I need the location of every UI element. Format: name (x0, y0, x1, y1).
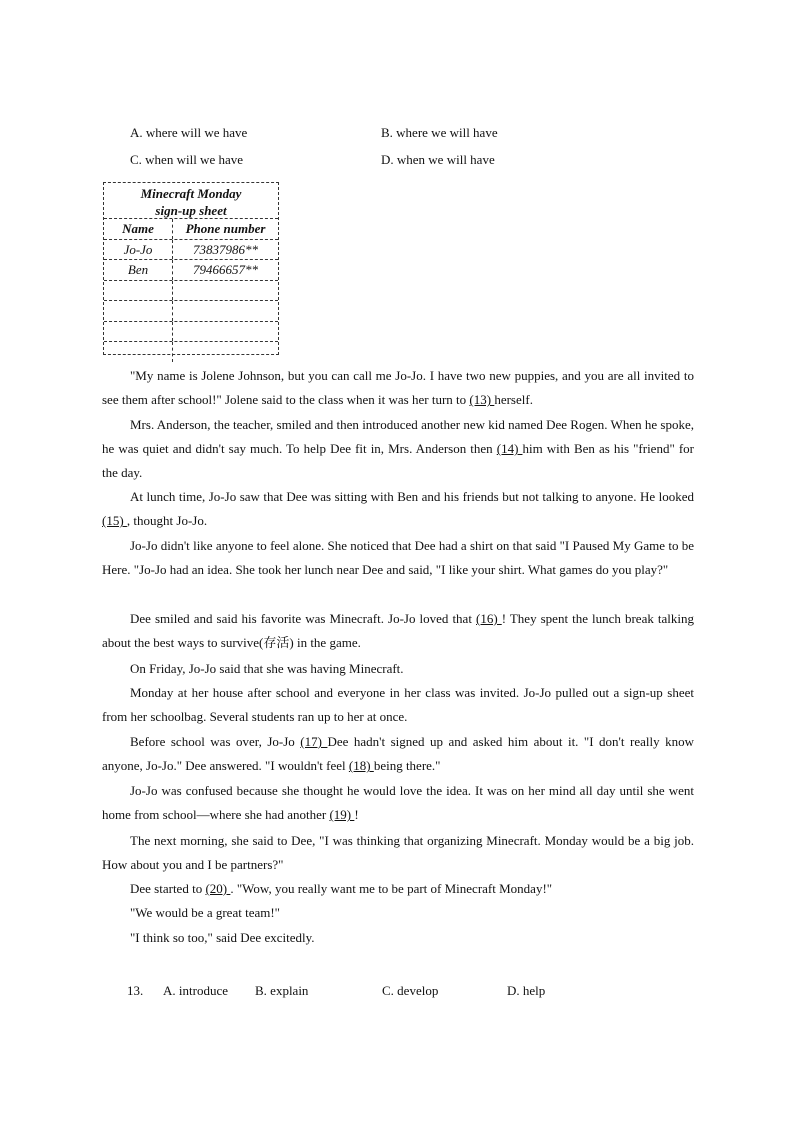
blank-14: (14) (496, 441, 523, 457)
q13-number: 13. (127, 983, 144, 998)
sheet-cell-phone: 73837986** (193, 241, 258, 257)
paragraph-5: Dee smiled and said his favorite was Minecraft. Jo-Jo loved that (16) ! They spent the lunch break talking about the best ways to survive(存活) in the game. (102, 611, 695, 651)
sheet-row-empty (104, 281, 278, 302)
sheet-row-empty (104, 322, 278, 343)
q13-option-a: A. introduce (163, 983, 228, 998)
paragraph-11: Dee started to (20) . "Wow, you really want me to be part of Minecraft Monday!" (130, 881, 553, 896)
blank-18: (18) (348, 758, 374, 774)
paragraph-10: The next morning, she said to Dee, "I was thinking that organizing Minecraft. Monday would be a big job. How about you and I be partners?" (102, 833, 694, 873)
q13-option-b: B. explain (255, 983, 309, 998)
sheet-cell-name: Jo-Jo (104, 240, 173, 260)
option-b: B. where we will have (381, 125, 498, 140)
blank-16: (16) (476, 611, 502, 626)
blank-15: (15) (102, 513, 127, 529)
sheet-col-phone: Phone number (185, 221, 266, 236)
sheet-row (104, 260, 278, 281)
sheet-title (104, 183, 278, 219)
sheet-col-name: Name (104, 219, 173, 239)
sheet-cell-phone: 79466657** (193, 262, 258, 277)
paragraph-13: "I think so too," said Dee excitedly. (130, 930, 315, 945)
sheet-row (104, 240, 278, 261)
option-d: D. when we will have (381, 152, 495, 167)
sheet-row-empty (104, 301, 278, 322)
signup-sheet (103, 182, 279, 355)
paragraph-1: "My name is Jolene Johnson, but you can call me Jo-Jo. I have two new puppies, and you are all invited to see them after school!" Jolene said to the class when it was her turn to (13) herself. (102, 368, 694, 408)
paragraph-6: On Friday, Jo-Jo said that she was having Minecraft. (130, 661, 404, 676)
blank-13: (13) (469, 392, 495, 408)
sheet-row-empty (104, 342, 278, 362)
paragraph-8: Before school was over, Jo-Jo (17) Dee hadn't signed up and asked him about it. "I don't really know anyone, Jo-Jo." Dee answered. "I wouldn't feel (18) being there." (102, 734, 694, 774)
paragraph-9: Jo-Jo was confused because she thought he would love the idea. It was on her mind all day until she went home from school—where she had another (19) ! (102, 783, 694, 823)
q13-option-c: C. develop (382, 983, 439, 998)
blank-17: (17) (300, 734, 328, 749)
q13-option-d: D. help (507, 983, 546, 998)
paragraph-7: Monday at her house after school and everyone in her class was invited. Jo-Jo pulled out a sign-up sheet from her schoolbag. Several students ran up to her at once. (102, 685, 694, 725)
sheet-title-line1: Minecraft Monday (140, 186, 242, 201)
option-c: C. when will we have (130, 152, 244, 167)
paragraph-4: Jo-Jo didn't like anyone to feel alone. She noticed that Dee had a shirt on that said "I Paused My Game to be Here. "Jo-Jo had an idea. She took her lunch near Dee and said, "I like your shirt. What games do you play?" (102, 538, 694, 578)
option-a: A. where will we have (130, 125, 248, 140)
paragraph-3: At lunch time, Jo-Jo saw that Dee was sitting with Ben and his friends but not talking to anyone. He looked (15) , thought Jo-Jo. (102, 489, 694, 529)
sheet-cell-name: Ben (104, 260, 173, 280)
blank-19: (19) (329, 807, 355, 823)
sheet-title-line2: sign-up sheet (155, 203, 227, 218)
sheet-header-row (104, 219, 278, 240)
paragraph-12: "We would be a great team!" (130, 905, 280, 920)
paragraph-2: Mrs. Anderson, the teacher, smiled and then introduced another new kid named Dee Rogen. When he spoke, he was quiet and didn't say much. To help Dee fit in, Mrs. Anderson then (14) him with Ben as his "friend" for the day. (102, 417, 694, 481)
blank-20: (20) (205, 881, 231, 896)
